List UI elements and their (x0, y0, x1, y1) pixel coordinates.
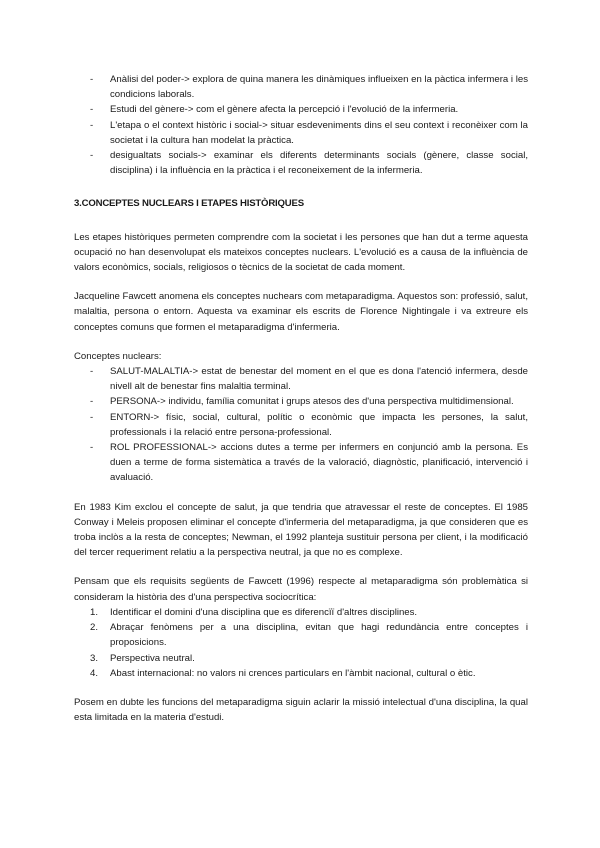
list-item-text: Abast internacional: no valors ni crences particulars en l'àmbit nacional, cultural o ètic. (110, 667, 476, 679)
list-number: 3. (90, 652, 99, 664)
list-item (74, 148, 528, 178)
list-number: 2. (90, 622, 99, 634)
list-item-text: L'etapa o el context històric i social-> situar esdeveniments dins el seu context i reconèixer com la societat i la cultura han modelat la pràctica. (110, 119, 528, 146)
list-item-text: SALUT-MALALTIA-> estat de benestar del moment en el que es dona l'atenció infermera, desde nivell alt de benestar fins malaltia terminal. (110, 366, 528, 393)
intro-bullet-list (74, 72, 528, 178)
section-heading: 3.CONCEPTES NUCLEARS I ETAPES HISTÒRIQUES (74, 198, 304, 210)
paragraph-requirements-intro: Pensam que els requisits següents de Fawcett (1996) respecte al metaparadigma són problemàtica si consideram la història des d'una perspectiva sociocrítica: (74, 576, 528, 603)
list-item (74, 620, 528, 650)
bullet-marker: - (90, 119, 94, 131)
bullet-marker: - (90, 150, 94, 162)
list-item (74, 394, 528, 409)
list-item-text: Identificar el domini d'una disciplina que es diferencïï d'altres disciplines. (110, 606, 418, 618)
requirements-list (74, 605, 528, 681)
list-item-text: desigualtats socials-> examinar els diferents determinants socials (gènere, classe social, disciplina) i la influència en la pràctica i el reconeixement de la infermeria. (110, 150, 528, 177)
list-item (74, 72, 528, 102)
list-item-text: Abraçar fenòmens per a una disciplina, evitan que hagi redundància entre conceptes i proposicions. (110, 622, 528, 649)
paragraph-historical-stages: Les etapes històriques permeten comprendre com la societat i les persones que han dut a terme aquesta ocupació no han desenvolupat els mateixos conceptes nuclears. L'evolució es a causa de la influència de valors econòmics, socials, religiosos o tècnics de la societat de cada moment. (74, 231, 528, 274)
list-item-text: PERSONA-> individu, família comunitat i grups atesos des d'una perspectiva multidimensional. (110, 396, 514, 408)
list-item (74, 364, 528, 394)
list-item (74, 118, 528, 148)
paragraph-kim-conway-newman: En 1983 Kim exclou el concepte de salut, ja que tendria que atravessar el reste de conceptes. El 1985 Conway i Meleis proposen eliminar el concepte d'infermeria del metaparadigma, ja que consideren que es troba inclòs a la resta de conceptes; Newman, el 1992 planteja sustituir persona per client, i la modificació del tercer requeriment relatiu a la perspectiva neutral, ja que no es complexe. (74, 501, 528, 559)
list-item-text: ROL PROFESSIONAL-> accions dutes a terme per infermers en conjunció amb la persona. Es duen a terme de forma sistemàtica a través de la valoració, diagnòstic, planificació, intervenció i avaluació. (110, 442, 528, 484)
list-item (74, 666, 528, 681)
bullet-marker: - (90, 366, 94, 378)
paragraph-fawcett: Jacqueline Fawcett anomena els conceptes nuchears com metaparadigma. Aquestos son: professió, salut, malaltia, persona o entorn. Aquesta va examinar els escrits de Florence Nightingale i va extreure els conceptes comuns que formen el metaparadigma d'infermeria. (74, 291, 528, 333)
list-item-text: Estudi del gènere-> com el gènere afecta la percepció i l'evolució de la infermeria. (110, 104, 459, 116)
list-item (74, 410, 528, 440)
list-item (74, 440, 528, 486)
list-item-text: Anàlisi del poder-> explora de quina manera les dinàmiques influeixen en la pàctica infermera i les condicions laborals. (110, 74, 528, 101)
bullet-marker: - (90, 104, 94, 116)
nuclear-concepts-label: Conceptes nuclears: (74, 350, 162, 362)
list-item-text: ENTORN-> físic, social, cultural, polític o econòmic que impacta les persones, la salut, professionals i la relació entre persona-professional. (110, 411, 528, 438)
list-number: 4. (90, 667, 99, 679)
document-body (74, 72, 528, 725)
bullet-marker: - (90, 396, 94, 408)
bullet-marker: - (90, 74, 94, 85)
list-item (74, 651, 528, 666)
nuclear-concepts-list (74, 364, 528, 486)
list-item (74, 605, 528, 620)
bullet-marker: - (90, 411, 94, 423)
list-item-text: Perspectiva neutral. (110, 652, 195, 664)
paragraph-conclusion: Posem en dubte les funcions del metaparadigma siguin aclarir la missió intelectual d'una disciplina, la qual esta limitada en la materia d'estudi. (74, 696, 528, 724)
list-number: 1. (90, 606, 99, 618)
list-item (74, 102, 528, 117)
bullet-marker: - (90, 442, 94, 454)
